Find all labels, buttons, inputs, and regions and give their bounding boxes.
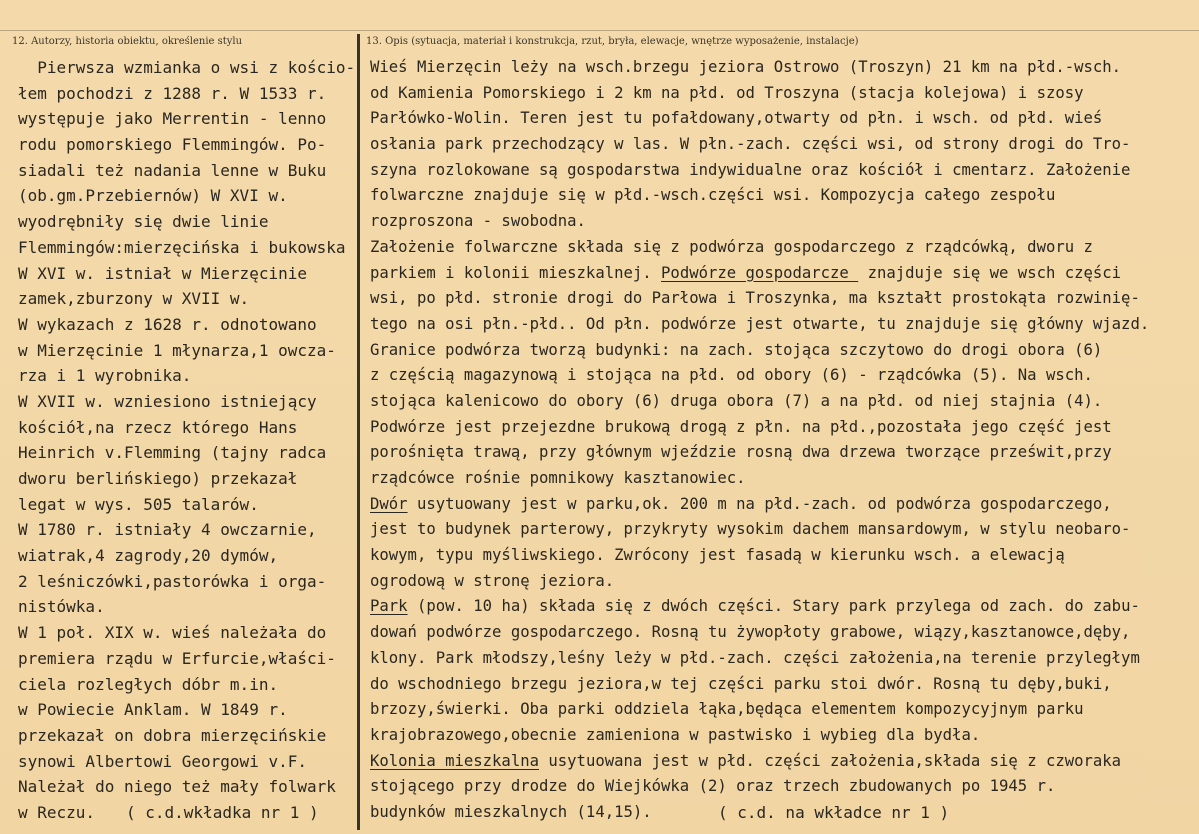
history-line: przekazał on dobra mierzęcińskie <box>18 725 327 745</box>
history-line: Pierwsza wzmianka o wsi z kościo- <box>18 58 356 77</box>
description-line: do wschodniego brzegu jeziora,w tej części parku stoi dwór. Rosną tu dęby,buki, <box>370 674 1112 693</box>
history-line: ciela rozległych dóbr m.in. <box>18 674 279 694</box>
description-line: rządcówce rośnie pomnikowy kasztanowiec. <box>370 469 746 487</box>
description-line: tego na osi płn.-płd.. Od płn. podwórze jest otwarte, tu znajduje się główny wjazd. <box>370 314 1150 333</box>
line-text: parkiem i kolonii mieszkalnej. <box>370 263 662 282</box>
right-footer-note: ( c.d. na wkładce nr 1 ) <box>718 803 950 822</box>
line-text: (pow. 10 ha) składa się z dwóch części. Stary park przylega od zach. do zabu- <box>407 597 1140 616</box>
description-line: szyna rozlokowane są gospodarstwa indywidualne oraz kościół i cmentarz. Założenie <box>370 160 1131 179</box>
history-line: legat w wys. 505 talarów. <box>18 494 259 514</box>
line-text: znajduje się we wsch części <box>858 263 1122 282</box>
description-line: brzozy,świerki. Oba parki oddziela łąka,będąca elementem kompozycyjnym parku <box>370 700 1084 719</box>
section-heading-underlined: Park <box>370 597 408 616</box>
description-line: od Kamienia Pomorskiego i 2 km na płd. od Troszyna (stacja kolejowa) i szosy <box>370 83 1084 102</box>
history-line: W wykazach z 1628 r. odnotowano <box>18 314 317 334</box>
history-line: (ob.gm.Przebiernów) W XVI w. <box>18 186 288 206</box>
history-line: Heinrich v.Flemming (tajny radca <box>18 443 327 463</box>
history-text <box>18 55 354 826</box>
left-footer-note: ( c.d.wkładka nr 1 ) <box>126 803 319 822</box>
description-line: wsi, po płd. stronie drogi do Parłowa i Troszynka, ma kształt prostokąta rozwinię- <box>370 289 1140 308</box>
history-line: synowi Albertowi Georgowi v.F. <box>18 751 307 771</box>
line-text: usytuowana jest w płd. części założenia,składa się z czworaka <box>539 751 1122 770</box>
section-heading-underlined: Kolonia mieszkalna <box>370 751 539 770</box>
description-line: Podwórze jest przejezdne brukową drogą z płn. na płd.,pozostała jego część jest <box>370 417 1112 436</box>
description-line: klony. Park młodszy,leśny leży w płd.-zach. części założenia,na terenie przyległym <box>370 648 1140 667</box>
description-line: kowym, typu myśliwskiego. Zwrócony jest fasadą w kierunku wsch. a elewacją <box>370 546 1065 565</box>
history-line: W 1 poł. XIX w. wieś należała do <box>18 623 327 643</box>
description-line <box>370 749 1192 775</box>
description-line: Granice podwórza tworzą budynki: na zach. stojąca szczytowo do drogi obora (6) <box>370 340 1103 359</box>
description-line: osłania park przechodzący w las. W płn.-zach. części wsi, od strony drogi do Tro- <box>370 135 1131 154</box>
history-line: premiera rządu w Erfurcie,właści- <box>18 648 336 668</box>
history-line: wyodrębniły się dwie linie <box>18 212 269 232</box>
left-column-heading: 12. Autorzy, historia obiektu, określenie stylu <box>12 36 243 47</box>
description-line: porośnięta trawą, przy głównym wjeździe rosną dwa drzewa tworzące prześwit,przy <box>370 443 1112 462</box>
description-line: dowań podwórze gospodarczego. Rosną tu żywopłoty grabowe, wiązy,kasztanowce,dęby, <box>370 623 1131 642</box>
description-line: Wieś Mierzęcin leży na wsch.brzegu jeziora Ostrowo (Troszyn) 21 km na płd.-wsch. <box>370 58 1122 76</box>
history-line: Należał do niego też mały folwark <box>18 777 336 797</box>
description-line: stojąca kalenicowo do obory (6) druga obora (7) a na płd. od niej stajnia (4). <box>370 391 1103 410</box>
description-line: Założenie folwarczne składa się z podwórza gospodarczego z rządcówką, dworu z <box>370 237 1093 256</box>
description-line: jest to budynek parterowy, przykryty wysokim dachem mansardowym, w stylu neobaro- <box>370 520 1131 539</box>
top-rule <box>0 30 1199 31</box>
history-line: W 1780 r. istniały 4 owczarnie, <box>18 520 317 540</box>
history-line: zamek,zburzony w XVII w. <box>18 289 250 309</box>
description-line <box>370 492 1192 518</box>
history-line: występuje jako Merrentin - lenno <box>18 109 327 129</box>
history-line: 2 leśniczówki,pastorówka i orga- <box>18 571 327 591</box>
history-line: W XVI w. istniał w Mierzęcinie <box>18 263 307 283</box>
description-line: budynków mieszkalnych (14,15). <box>370 802 652 821</box>
description-line: krajobrazowego,obecnie zamieniona w pastwisko i wybieg dla bydła. <box>370 725 981 744</box>
description-line: z częścią magazynową i stojąca na płd. od obory (6) - rządcówka (5). Na wsch. <box>370 366 1093 385</box>
history-line: rza i 1 wyrobnika. <box>18 366 192 386</box>
description-line: folwarczne znajduje się w płd.-wsch.części wsi. Kompozycja całego zespołu <box>370 186 1056 205</box>
description-line: stojącego przy drodze do Wiejkówka (2) oraz trzech zbudowanych po 1945 r. <box>370 777 1056 796</box>
history-line: rodu pomorskiego Flemmingów. Po- <box>18 135 327 155</box>
description-line: rozproszona - swobodna. <box>370 212 586 231</box>
history-line: siadali też nadania lenne w Buku <box>18 160 327 180</box>
history-line: nistówka. <box>18 597 105 617</box>
history-line: dworu berlińskiego) przekazał <box>18 469 298 488</box>
history-line: w Reczu. <box>18 802 96 822</box>
right-column-heading: 13. Opis (sytuacja, materiał i konstrukcja, rzut, bryła, elewacje, wnętrze wyposażenie, instalacje) <box>366 36 859 47</box>
history-line: w Mierzęcinie 1 młynarza,1 owcza- <box>18 340 336 360</box>
section-heading-underlined: Dwór <box>370 494 408 513</box>
history-line: Flemmingów:mierzęcińska i bukowska <box>18 237 346 257</box>
section-heading-underlined: Podwórze gospodarcze <box>661 263 859 282</box>
history-line: łem pochodzi z 1288 r. W 1533 r. <box>18 83 327 103</box>
history-line: kościół,na rzecz którego Hans <box>18 417 298 437</box>
description-line: Parłówko-Wolin. Teren jest tu pofałdowany,otwarty od płn. i wsch. od płd. wieś <box>370 109 1103 128</box>
column-divider <box>357 34 360 830</box>
description-text <box>370 55 1192 826</box>
description-line <box>370 261 1192 287</box>
history-line: W XVII w. wzniesiono istniejący <box>18 391 317 411</box>
history-line: w Powiecie Anklam. W 1849 r. <box>18 700 288 720</box>
description-line <box>370 594 1192 620</box>
history-line: wiatrak,4 zagrody,20 dymów, <box>18 546 279 566</box>
line-text: usytuowany jest w parku,ok. 200 m na płd.-zach. od podwórza gospodarczego, <box>407 494 1112 513</box>
description-line: ogrodową w stronę jeziora. <box>370 571 615 590</box>
